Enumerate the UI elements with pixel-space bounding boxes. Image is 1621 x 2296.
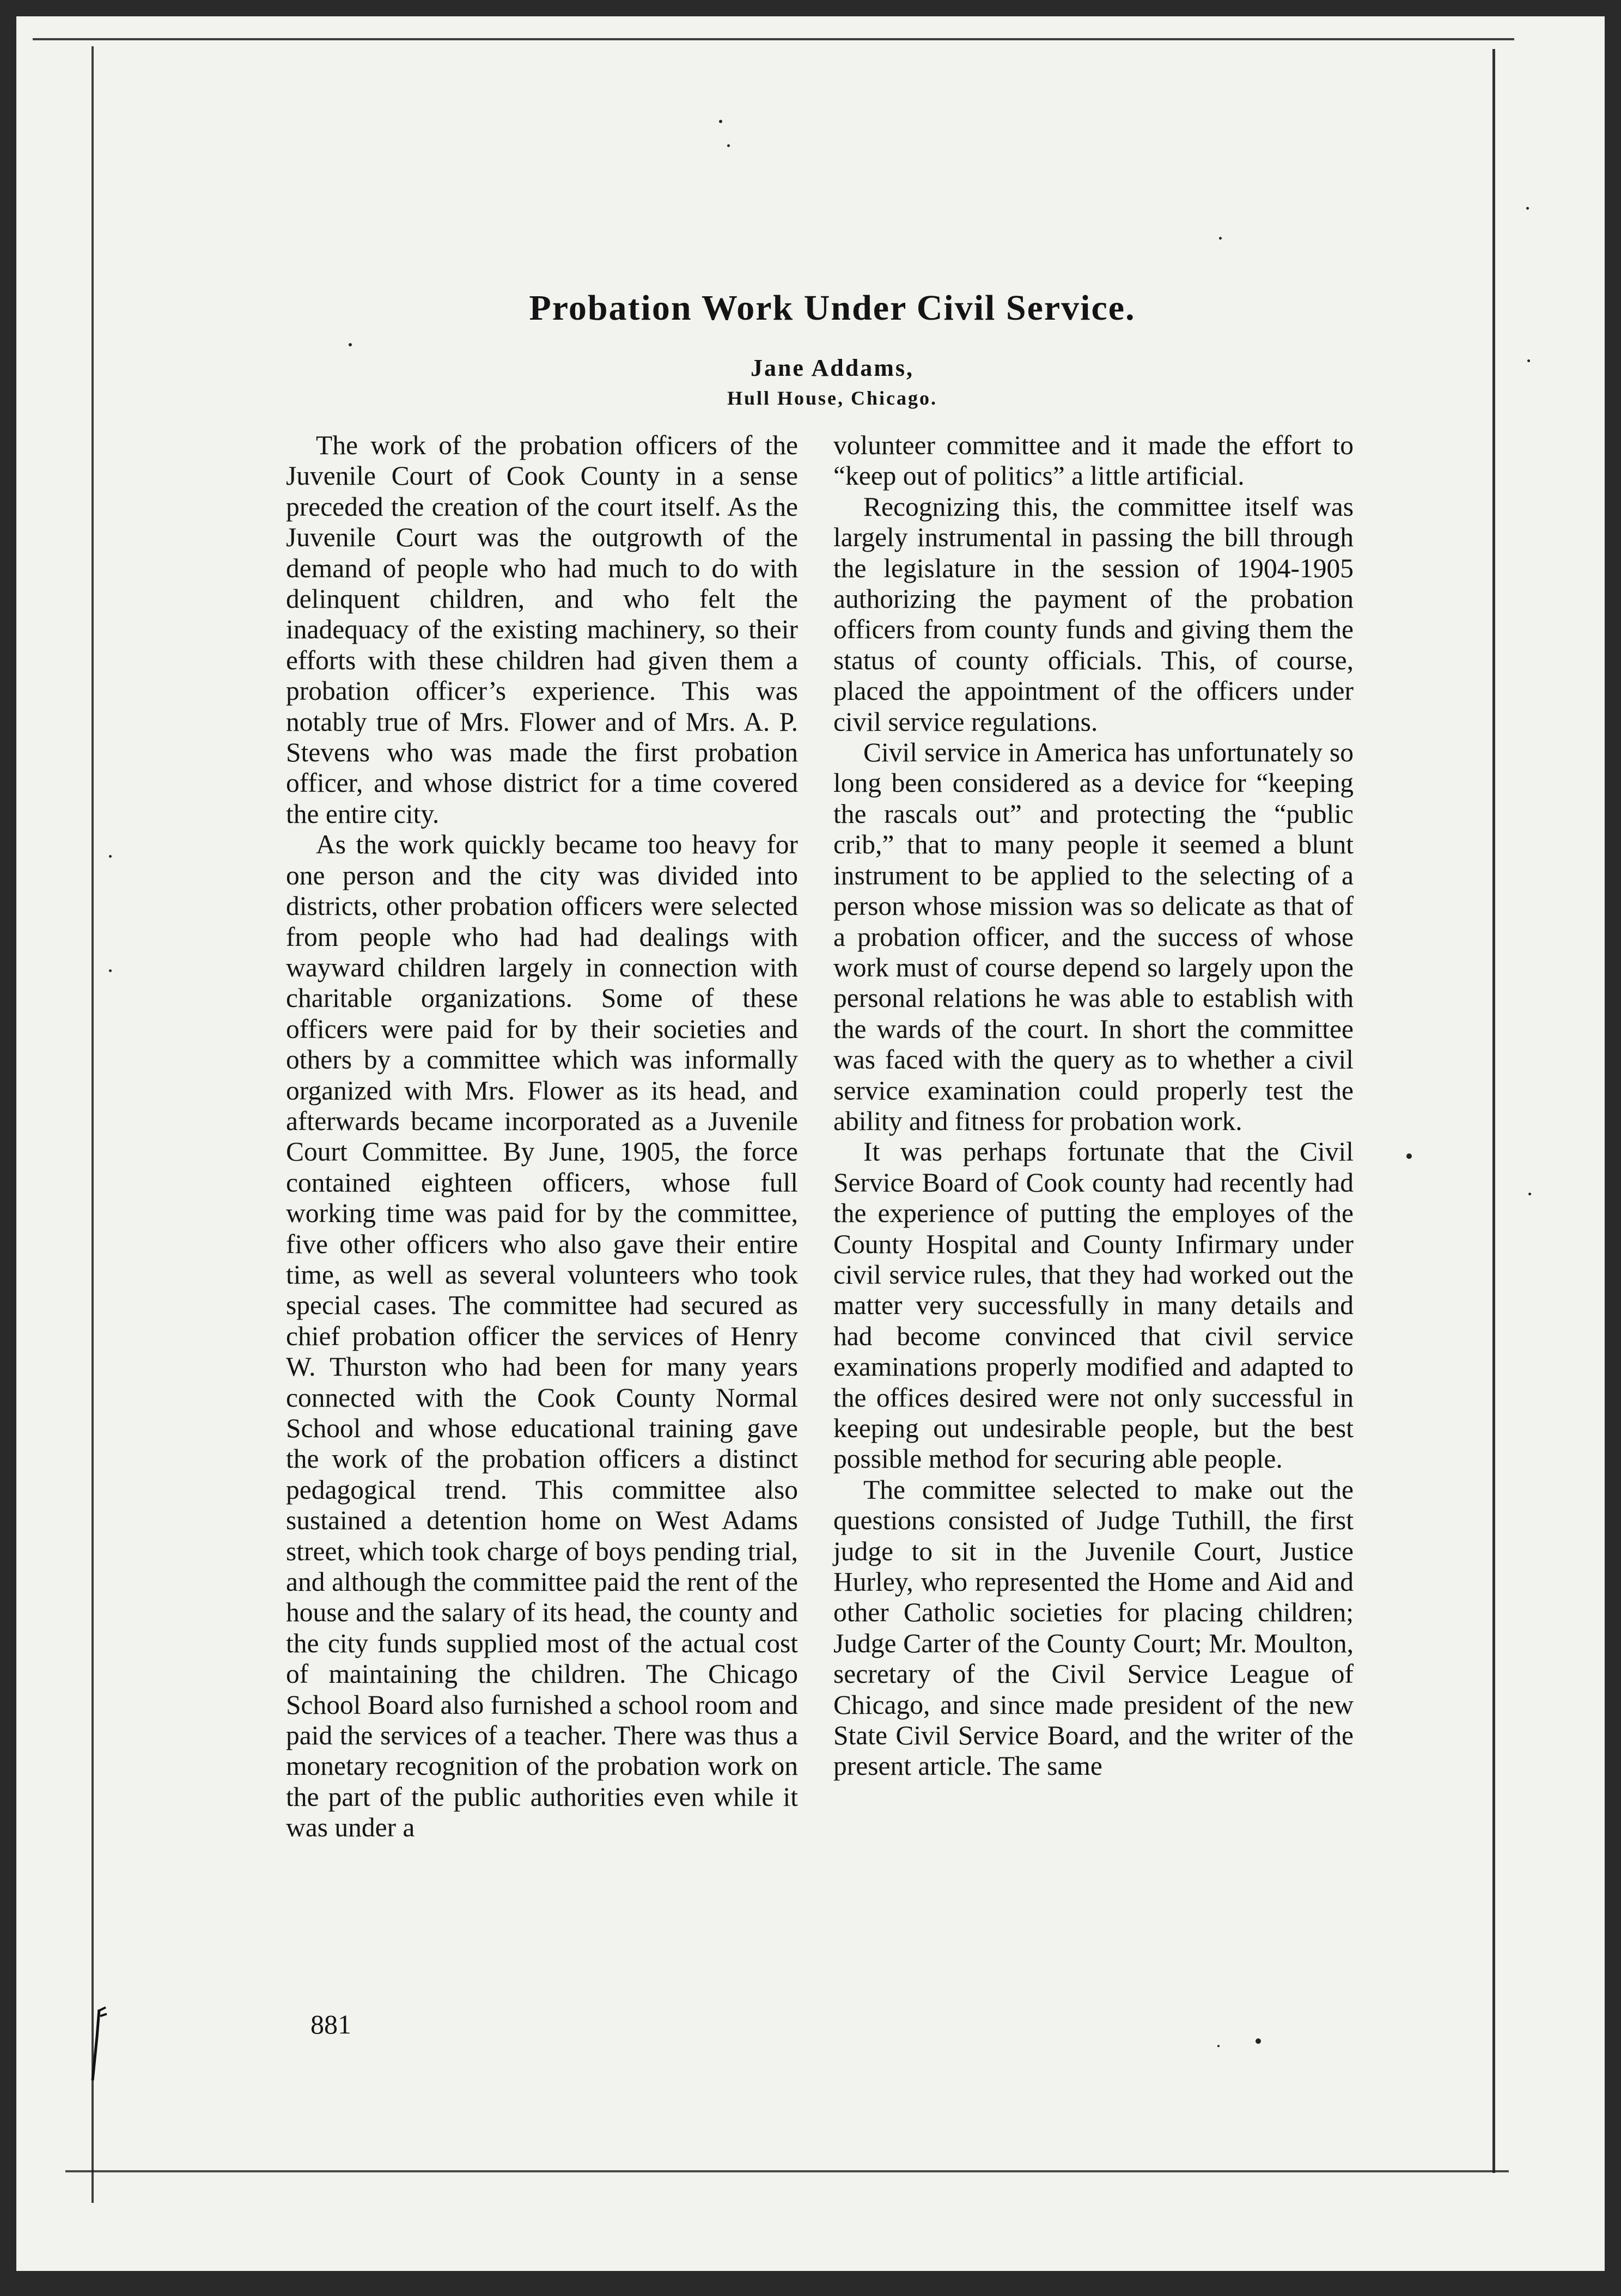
scan-speck <box>109 969 112 972</box>
scan-speck <box>349 343 352 346</box>
scan-speck <box>1528 1193 1531 1195</box>
top-border-rule <box>33 38 1514 40</box>
scan-speck <box>109 855 112 858</box>
page-number: 881 <box>310 2009 351 2039</box>
paragraph-continuation: volunteer committee and it made the effort to “keep out of politics” a little artificial. <box>833 430 1354 491</box>
article-author: Jane Addams, <box>750 355 915 381</box>
paragraph: As the work quickly became too heavy for one person and the city was divided into districts, other probation officers were selected from people who had had dealings with wayward children largely in connection with charitable organizations. Some of these officers were paid for by their societies and others by a committee which was informally organized with Mrs. Flower as its head, and afterwards became incorporated as a Juvenile Court Committee. By June, 1905, the force contained eighteen officers, whose full working time was paid for by the committee, five other officers who also gave their entire time, as well as several volunteers who took special cases. The committee had secured as chief probation officer the services of Henry W. Thurston who had been for many years connected with the Cook County Normal School and whose educational training gave the work of the probation officers a distinct pedagogical trend. This committee also sustained a detention home on West Adams street, which took charge of boys pending trial, and although the committee paid the rent of the house and the salary of its head, the county and the city funds supplied most of the actual cost of maintaining the children. The Chicago School Board also furnished a school room and paid the services of a teacher. There was thus a monetary recognition of the probation work on the part of the public authorities even while it was under a <box>286 829 798 1843</box>
paragraph: The work of the probation officers of the Juvenile Court of Cook County in a sense preceded the creation of the court itself. As the Juvenile Court was the outgrowth of the demand of people who had much to do with delinquent children, and who felt the inadequacy of the existing machinery, so their efforts with these children had given them a probation officer’s experience. This was notably true of Mrs. Flower and of Mrs. A. P. Stevens who was made the first probation officer, and whose district for a time covered the entire city. <box>286 430 798 829</box>
paragraph: The committee selected to make out the questions consisted of Judge Tuthill, the first judge to sit in the Juvenile Court, Justice Hurley, who represented the Home and Aid and other Catholic societies for placing children; Judge Carter of the County Court; Mr. Moulton, secretary of the Civil Service League of Chicago, and since made president of the new State Civil Service Board, and the writer of the present article. The same <box>833 1474 1354 1781</box>
article-title: Probation Work Under Civil Service. <box>529 288 1136 328</box>
bottom-border-rule <box>65 2170 1509 2172</box>
paragraph: It was perhaps fortunate that the Civil Service Board of Cook county had recently had the experience of putting the employes of the County Hospital and County Infirmary under civil service rules, that they had worked out the matter very successfully in many details and had become convinced that civil service examinations properly modified and adapted to the offices desired were not only successful in keeping out undesirable people, but the best possible method for securing able people. <box>833 1137 1354 1474</box>
left-text-column <box>286 430 798 1843</box>
scan-speck <box>1256 2038 1261 2044</box>
scan-speck <box>727 144 730 147</box>
paragraph: Recognizing this, the committee itself was largely instrumental in passing the bill through the legislature in the session of 1904-1905 authorizing the payment of the probation officers from county funds and giving them the status of county officials. This, of course, placed the appointment of the officers under civil service regulations. <box>833 491 1354 737</box>
paragraph: Civil service in America has unfortunately so long been considered as a device for “keeping the rascals out” and protecting the “public crib,” that to many people it seemed a blunt instrument to be applied to the selecting of a person whose mission was so delicate as that of a probation officer, and the success of whose work must of course depend so largely upon the personal relations he was able to establish with the wards of the court. In short the committee was faced with the query as to whether a civil service examination could properly test the ability and fitness for probation work. <box>833 737 1354 1136</box>
margin-pen-mark-icon <box>87 2004 109 2086</box>
scan-speck <box>1526 207 1529 210</box>
scan-speck <box>1406 1153 1412 1159</box>
right-text-column <box>833 430 1354 1782</box>
scan-speck <box>719 120 722 123</box>
scan-speck <box>1217 2045 1220 2047</box>
author-affiliation: Hull House, Chicago. <box>727 387 938 409</box>
scan-speck <box>1219 237 1222 240</box>
